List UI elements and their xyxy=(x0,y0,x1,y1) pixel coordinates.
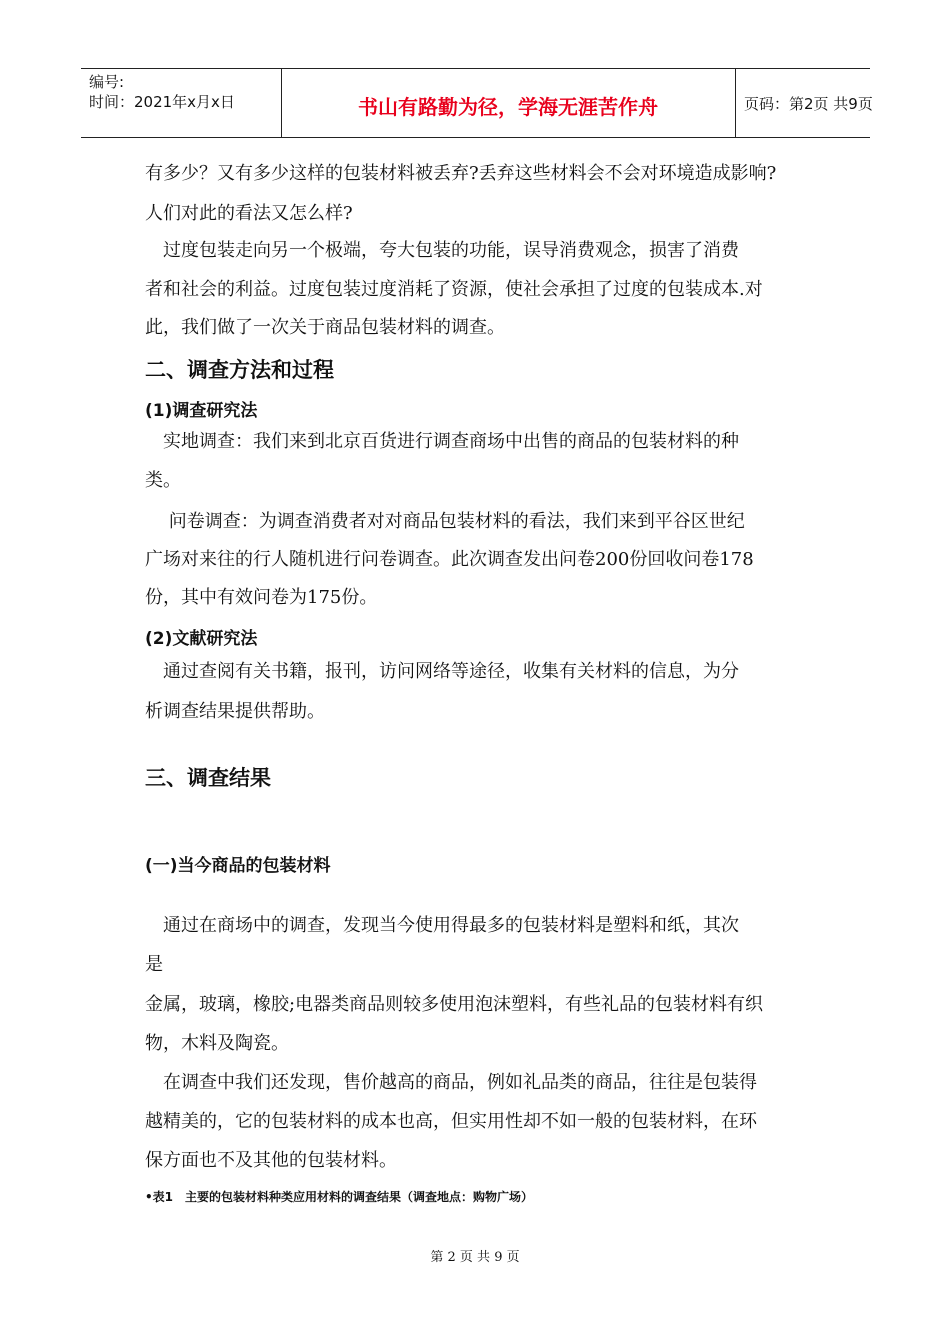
subheading-survey-method: (1)调查研究法 xyxy=(145,401,258,421)
paragraph-line: 实地调查：我们来到北京百货进行调查商场中出售的商品的包装材料的种 xyxy=(145,431,739,452)
paragraph-line: 越精美的，它的包装材料的成本也高，但实用性却不如一般的包装材料，在环 xyxy=(145,1111,757,1132)
paragraph-line: 通过查阅有关书籍，报刊，访问网络等途径，收集有关材料的信息，为分 xyxy=(145,661,739,682)
paragraph-line: 通过在商场中的调查，发现当今使用得最多的包装材料是塑料和纸，其次 xyxy=(145,915,739,936)
paragraph-line: 物，木料及陶瓷。 xyxy=(145,1033,289,1054)
paragraph-line: 广场对来往的行人随机进行问卷调查。此次调查发出问卷200份回收问卷178 xyxy=(145,549,754,570)
section-heading-results: 三、调查结果 xyxy=(145,766,271,790)
paragraph-line: 过度包装走向另一个极端，夸大包装的功能，误导消费观念，损害了消费 xyxy=(145,240,739,261)
page-header xyxy=(81,68,873,138)
header-page-cell xyxy=(736,69,873,137)
header-info-cell xyxy=(81,69,282,137)
document-number: 编号: xyxy=(89,73,125,91)
paragraph-line: 是 xyxy=(145,954,163,975)
paragraph-line: 人们对此的看法又怎么样? xyxy=(145,203,353,224)
paragraph-line: 有多少？又有多少这样的包装材料被丢弃?丢弃这些材料会不会对环境造成影响? xyxy=(145,163,777,184)
header-page-number: 页码：第2页 共9页 xyxy=(744,95,873,113)
table-caption: •表1 主要的包装材料种类应用材料的调查结果（调查地点：购物广场） xyxy=(145,1190,534,1204)
paragraph-line: 金属，玻璃，橡胶;电器类商品则较多使用泡沫塑料，有些礼品的包装材料有织 xyxy=(145,994,764,1015)
paragraph-line: 份，其中有效问卷为175份。 xyxy=(145,587,378,608)
header-motto-cell xyxy=(281,69,736,137)
paragraph-line: 析调查结果提供帮助。 xyxy=(145,701,325,722)
paragraph-line: 者和社会的利益。过度包装过度消耗了资源，使社会承担了过度的包装成本.对 xyxy=(145,279,763,300)
paragraph-line: 此，我们做了一次关于商品包装材料的调查。 xyxy=(145,317,505,338)
paragraph-line: 在调查中我们还发现，售价越高的商品，例如礼品类的商品，往往是包装得 xyxy=(145,1072,757,1093)
paragraph-line: 保方面也不及其他的包装材料。 xyxy=(145,1150,397,1171)
section-heading-methods: 二、调查方法和过程 xyxy=(145,358,334,382)
subheading-literature-method: (2)文献研究法 xyxy=(145,629,258,649)
paragraph-line: 类。 xyxy=(145,470,181,491)
page-footer: 第 2 页 共 9 页 xyxy=(430,1250,520,1265)
subheading-packaging-materials: (一)当今商品的包装材料 xyxy=(145,856,331,876)
header-motto: 书山有路勤为径，学海无涯苦作舟 xyxy=(358,95,658,119)
document-time: 时间：2021年x月x日 xyxy=(89,93,235,111)
paragraph-line: 问卷调查：为调查消费者对对商品包装材料的看法，我们来到平谷区世纪 xyxy=(145,511,745,532)
